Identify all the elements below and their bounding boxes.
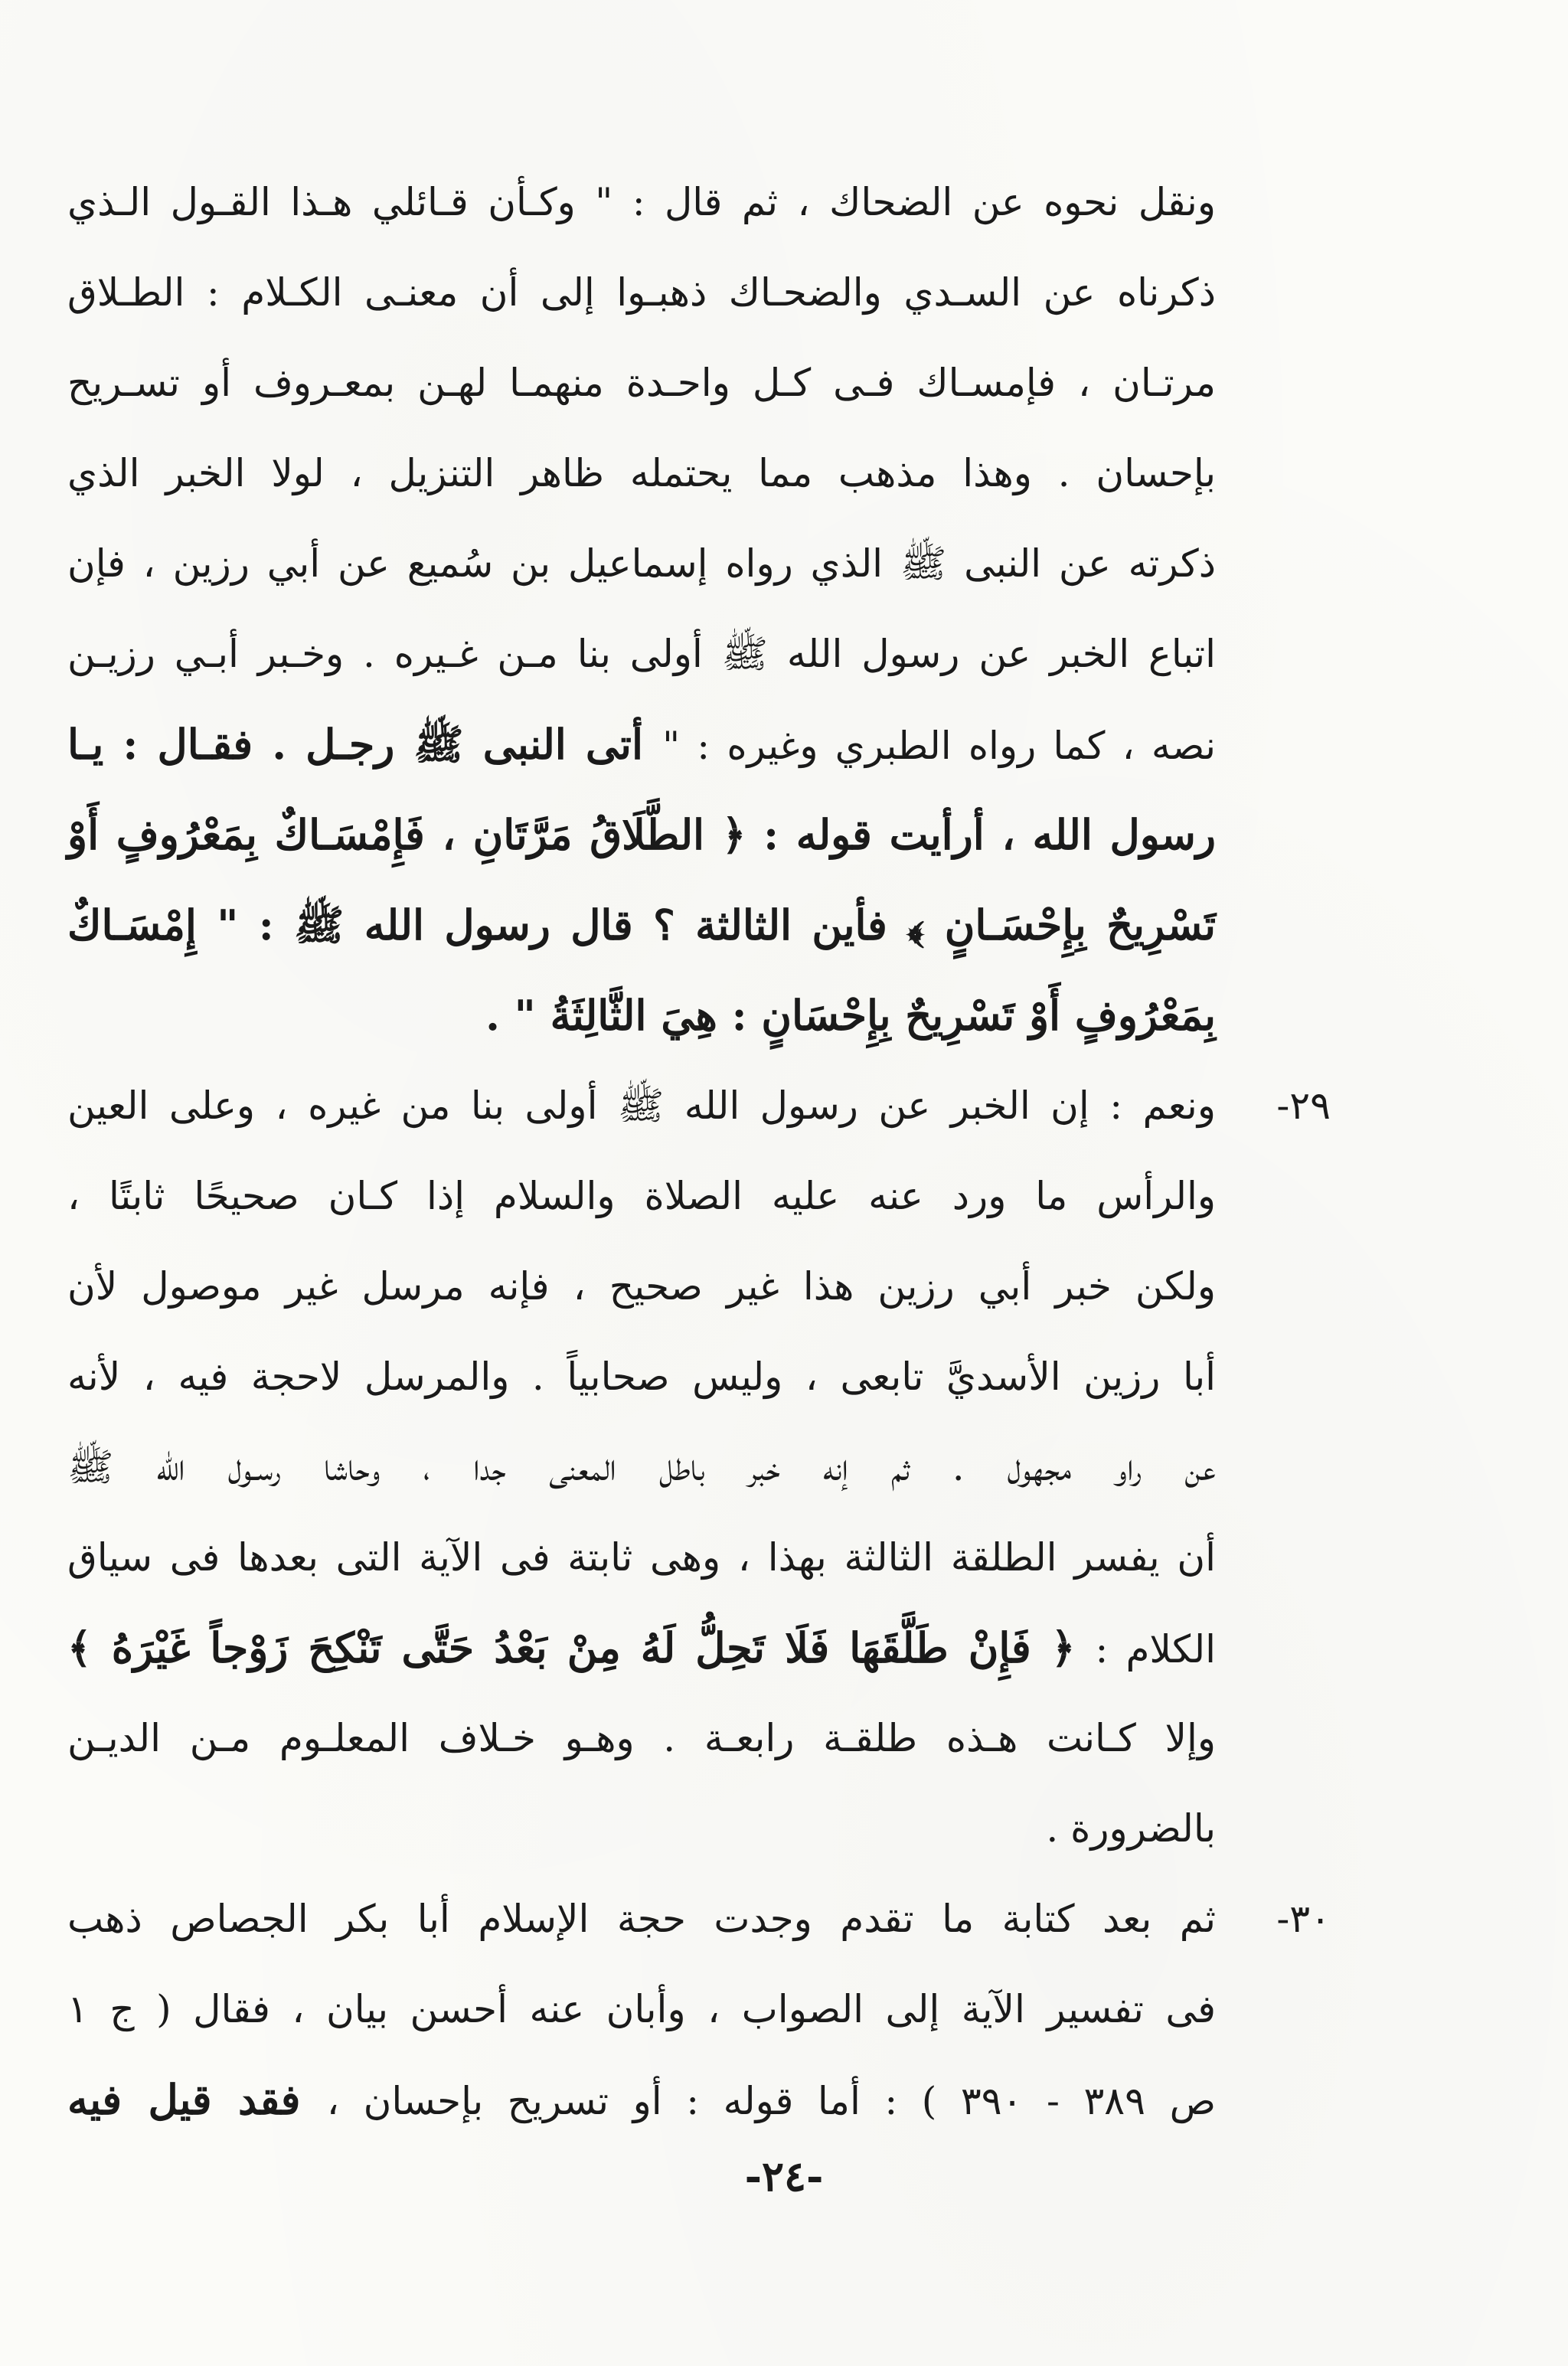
text-line xyxy=(67,699,1216,789)
text-line: أبا رزين الأسديَّ تابعى ، وليس صحابياً . والمرسل لاحجة فيه ، لأنه xyxy=(67,1355,1216,1399)
text-line: فى تفسير الآية إلى الصواب ، وأبان عنه أحسن بيان ، فقال ( ج ١ xyxy=(67,1987,1216,2031)
hadith-line: تَسْرِيحٌ بِإِحْسَـانٍ ﴾ فأين الثالثة ؟ قال رسول الله ﷺ : " إِمْسَـاكٌ xyxy=(67,900,1216,949)
plain-text: نصه ، كما رواه الطبري وغيره : " xyxy=(662,724,1216,768)
page-number: -٢٤- xyxy=(744,2152,824,2201)
text-line: مرتـان ، فإمسـاك فـى كـل واحـدة منهمـا لهـن بمعـروف أو تسـريح xyxy=(67,361,1216,405)
text-line: ذكرته عن النبى ﷺ الذي رواه إسماعيل بن سُميع عن أبي رزين ، فإن xyxy=(67,541,1216,586)
text-line: ذكرناه عن السـدي والضحـاك ذهبـوا إلى أن معنـى الكـلام : الطـلاق xyxy=(67,270,1216,315)
text-line: اتباع الخبر عن رسول الله ﷺ أولى بنا مـن غـيره . وخـبر أبـي رزيـن xyxy=(67,632,1216,676)
hadith-text: أتى النبى ﷺ رجـل . فقـال : يـا xyxy=(67,720,663,769)
text-line: بإحسان . وهذا مذهب مما يحتمله ظاهر التنزيل ، لولا الخبر الذي xyxy=(67,451,1216,495)
plain-text: ص ٣٨٩ - ٣٩٠ ) : أما قوله : أو تسريح بإحسان ، xyxy=(326,2079,1217,2123)
hadith-line: بِمَعْرُوفٍ أَوْ تَسْرِيحٌ بِإِحْسَانٍ : هِيَ الثَّالِثَةُ " . xyxy=(485,991,1216,1040)
text-line xyxy=(67,1603,1216,1693)
paragraph-29 xyxy=(67,1060,1331,1874)
page-text xyxy=(67,157,1331,2145)
text-line: أن يفسر الطلقة الثالثة بهذا ، وهى ثابتة فى الآية التى بعدها فى سياق xyxy=(67,1535,1216,1580)
paragraph-number: ٣٠- xyxy=(1276,1897,1331,1941)
paragraph-30 xyxy=(67,1874,1331,2145)
text-line: بالضرورة . xyxy=(1046,1806,1216,1851)
text-line: ونعم : إن الخبر عن رسول الله ﷺ أولى بنا من غيره ، وعلى العين xyxy=(67,1083,1216,1128)
hadith-line: رسول الله ، أرأيت قوله : ﴿ الطَّلَاقُ مَرَّتَانِ ، فَإِمْسَـاكٌ بِمَعْرُوفٍ أَوْ xyxy=(67,810,1216,859)
text-line: ونقل نحوه عن الضحاك ، ثم قال : " وكـأن قـائلي هـذا القـول الـذي xyxy=(67,180,1216,224)
text-line: وإلا كـانت هـذه طلقـة رابعـة . وهـو خـلاف المعلـوم مـن الديـن xyxy=(67,1716,1216,1760)
text-line xyxy=(67,2054,1216,2145)
intro-paragraph xyxy=(67,157,1216,1060)
text-line: ولكن خبر أبي رزين هذا غير صحيح ، فإنه مرسل غير موصول لأن xyxy=(67,1264,1216,1309)
quote-text: فقد قيل فيه xyxy=(67,2075,327,2124)
plain-text: الكلام : xyxy=(1095,1627,1216,1672)
text-line: ثم بعد كتابة ما تقدم وجدت حجة الإسلام أبا بكر الجصاص ذهب xyxy=(67,1897,1216,1941)
quran-verse: ﴿ فَإِنْ طَلَّقَهَا فَلَا تَحِلُّ لَهُ مِنْ بَعْدُ حَتَّى تَنْكِحَ زَوْجاً غَيْرَهُ ﴾ xyxy=(67,1623,1096,1672)
paragraph-number: ٢٩- xyxy=(1276,1083,1331,1128)
text-line: عن راو مجهول . ثم إنه خبر باطل المعنى جدا ، وحاشا رسـول الله ﷺ xyxy=(67,1445,1216,1489)
text-line: والرأس ما ورد عنه عليه الصلاة والسلام إذا كـان صحيحًا ثابتًا ، xyxy=(67,1174,1216,1218)
